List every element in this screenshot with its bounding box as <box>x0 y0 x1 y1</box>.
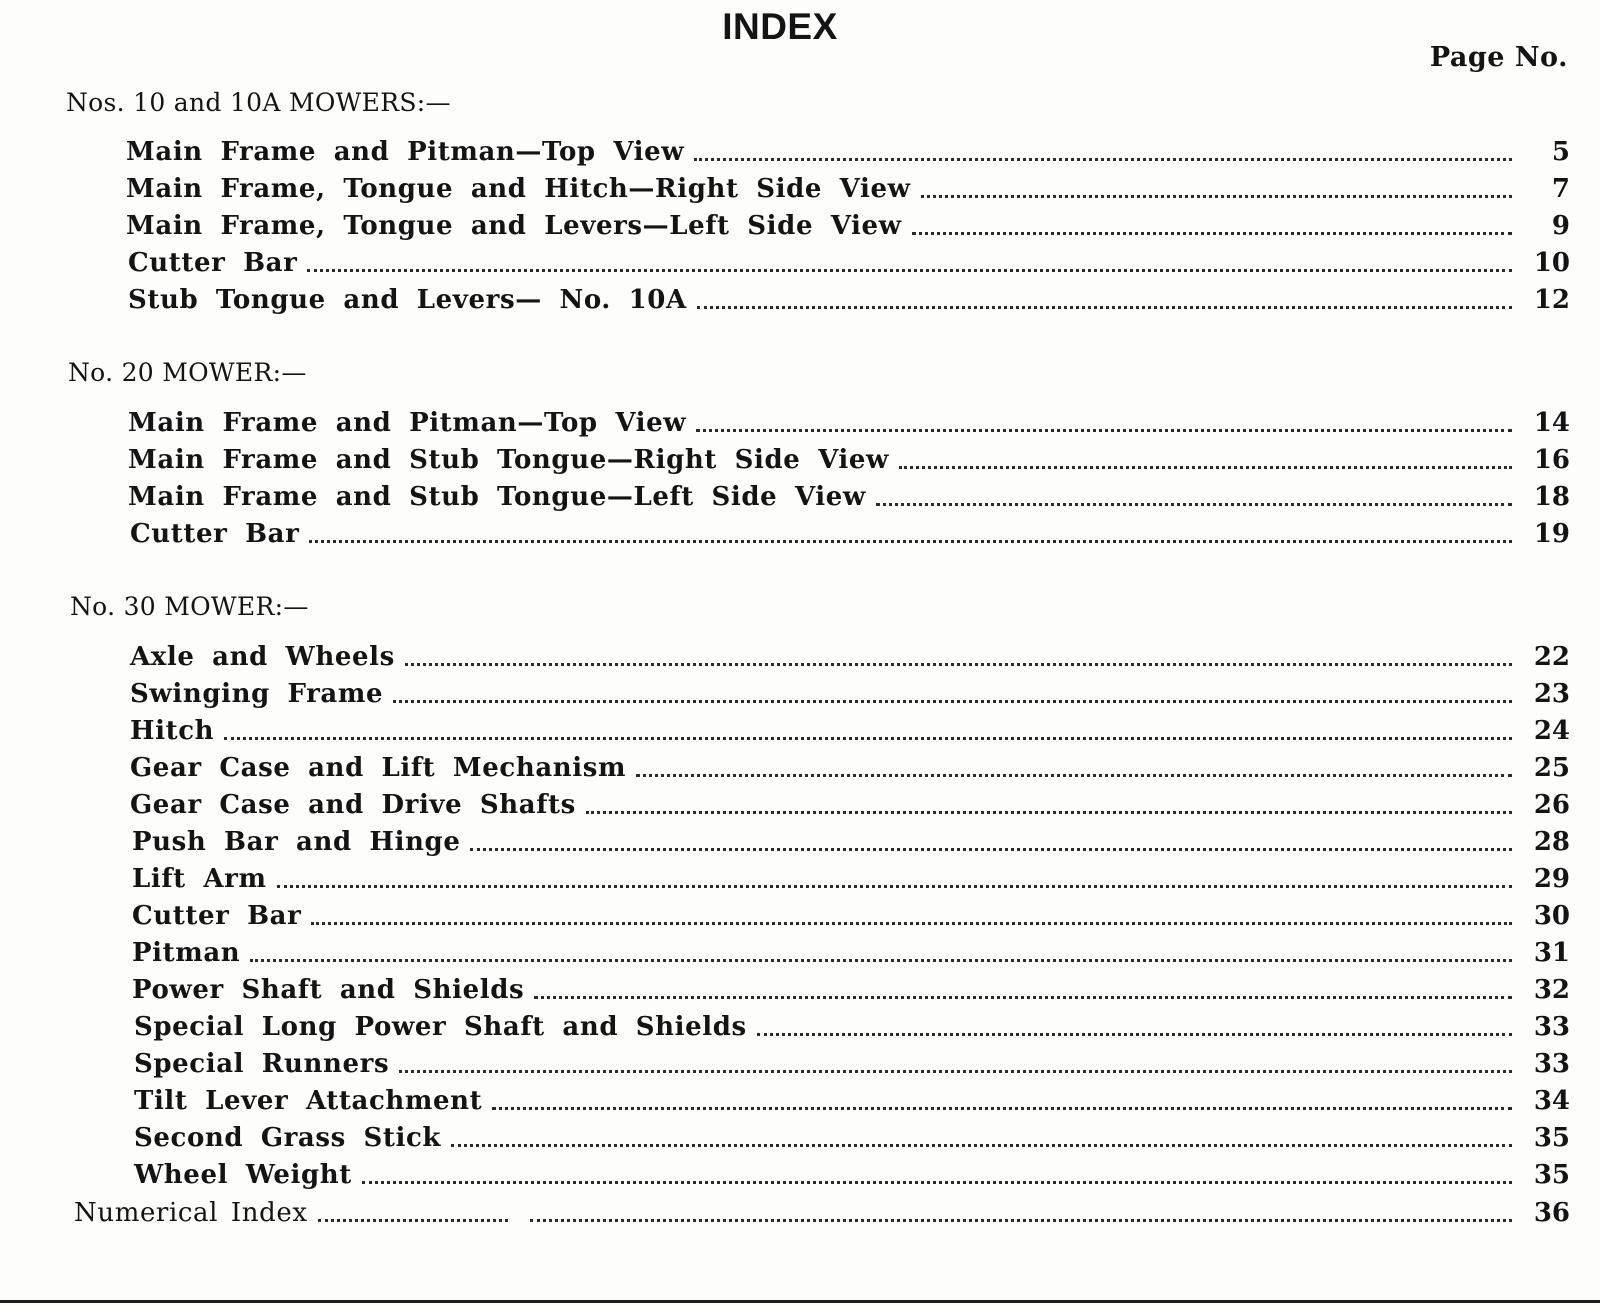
index-entry[interactable] <box>132 972 1570 1008</box>
dot-leader <box>451 1144 1512 1147</box>
entry-page-number: 23 <box>1533 679 1570 709</box>
entry-page-number: 22 <box>1533 642 1570 672</box>
section-heading-20: No. 20 MOWER:— <box>68 358 307 387</box>
dot-leader <box>393 700 1512 703</box>
index-entry[interactable] <box>132 861 1570 897</box>
entry-label: Second Grass Stick <box>134 1123 442 1153</box>
entry-page-number: 9 <box>1551 211 1570 241</box>
entry-label: Hitch <box>130 716 215 746</box>
index-entry-numerical-index[interactable] <box>74 1195 1570 1231</box>
entry-label: Main Frame and Pitman—Top View <box>128 408 687 438</box>
section-heading-10-10a: Nos. 10 and 10A MOWERS:— <box>66 88 451 117</box>
entry-page-number: 36 <box>1533 1198 1570 1228</box>
index-entry[interactable] <box>134 1157 1570 1193</box>
entry-label: Axle and Wheels <box>130 642 395 672</box>
dot-leader <box>912 232 1512 235</box>
entry-page-number: 35 <box>1533 1160 1570 1190</box>
dot-leader <box>696 429 1512 432</box>
dot-leader <box>534 996 1512 999</box>
index-entry[interactable] <box>132 824 1570 860</box>
dot-leader <box>899 466 1512 469</box>
dot-leader <box>694 158 1512 161</box>
dot-leader <box>757 1033 1512 1036</box>
entry-page-number: 33 <box>1533 1012 1570 1042</box>
entry-label: Gear Case and Drive Shafts <box>130 790 576 820</box>
entry-label: Swinging Frame <box>130 679 384 709</box>
entry-page-number: 26 <box>1533 790 1570 820</box>
index-entry[interactable] <box>134 1083 1570 1119</box>
index-entry[interactable] <box>130 713 1570 749</box>
dot-leader <box>530 1219 1512 1222</box>
entry-label: Cutter Bar <box>130 519 300 549</box>
dot-leader <box>250 959 1512 962</box>
index-entry[interactable] <box>128 245 1570 281</box>
dot-leader <box>697 306 1512 309</box>
entry-label: Lift Arm <box>132 864 267 894</box>
index-entry[interactable] <box>130 750 1570 786</box>
entry-label: Main Frame and Stub Tongue—Right Side View <box>128 445 890 475</box>
index-entry[interactable] <box>134 1046 1570 1082</box>
entry-page-number: 34 <box>1533 1086 1570 1116</box>
index-entry[interactable] <box>130 639 1570 675</box>
index-entry[interactable] <box>128 479 1570 515</box>
dot-leader <box>362 1181 1512 1184</box>
entry-page-number: 7 <box>1551 174 1570 204</box>
index-entry[interactable] <box>126 134 1570 170</box>
index-entry[interactable] <box>134 1120 1570 1156</box>
index-entry[interactable] <box>128 282 1570 318</box>
entry-label: Main Frame and Pitman—Top View <box>126 137 685 167</box>
entry-label: Cutter Bar <box>128 248 298 278</box>
index-entry[interactable] <box>132 898 1570 934</box>
index-entry[interactable] <box>126 208 1570 244</box>
dot-leader <box>307 269 1512 272</box>
entry-label: Main Frame, Tongue and Hitch—Right Side View <box>126 174 911 204</box>
dot-leader <box>876 503 1512 506</box>
index-entry[interactable] <box>130 787 1570 823</box>
entry-page-number: 29 <box>1533 864 1570 894</box>
entry-label: Gear Case and Lift Mechanism <box>130 753 627 783</box>
index-entry[interactable] <box>128 442 1570 478</box>
entry-page-number: 18 <box>1533 482 1570 512</box>
page-number-column-header: Page No. <box>1429 42 1568 73</box>
entry-page-number: 16 <box>1533 445 1570 475</box>
entry-label: Push Bar and Hinge <box>132 827 461 857</box>
dot-leader <box>224 737 1512 740</box>
entry-page-number: 5 <box>1551 137 1570 167</box>
entry-label: Tilt Lever Attachment <box>134 1086 483 1116</box>
entry-label: Special Long Power Shaft and Shields <box>134 1012 747 1042</box>
dot-leader <box>318 1219 508 1222</box>
dot-leader <box>399 1070 1512 1073</box>
bottom-border-line <box>0 1300 1600 1303</box>
dot-leader <box>311 922 1512 925</box>
index-entry[interactable] <box>126 171 1570 207</box>
dot-leader <box>277 885 1512 888</box>
index-entry[interactable] <box>130 516 1570 552</box>
entry-label: Special Runners <box>134 1049 390 1079</box>
index-entry[interactable] <box>134 1009 1570 1045</box>
index-entry[interactable] <box>128 405 1570 441</box>
entry-page-number: 24 <box>1533 716 1570 746</box>
entry-page-number: 30 <box>1533 901 1570 931</box>
page-title: INDEX <box>722 6 838 47</box>
dot-leader <box>470 848 1512 851</box>
index-entry[interactable] <box>132 935 1570 971</box>
entry-label: Cutter Bar <box>132 901 302 931</box>
dot-leader <box>309 540 1512 543</box>
entry-page-number: 19 <box>1533 519 1570 549</box>
entry-page-number: 28 <box>1533 827 1570 857</box>
entry-label: Main Frame, Tongue and Levers—Left Side View <box>126 211 902 241</box>
entry-label: Main Frame and Stub Tongue—Left Side View <box>128 482 866 512</box>
dot-leader <box>636 774 1512 777</box>
entry-label: Power Shaft and Shields <box>132 975 525 1005</box>
entry-page-number: 10 <box>1533 248 1570 278</box>
entry-page-number: 25 <box>1533 753 1570 783</box>
entry-page-number: 12 <box>1533 285 1570 315</box>
entry-page-number: 32 <box>1533 975 1570 1005</box>
dot-leader <box>492 1107 1512 1110</box>
entry-page-number: 33 <box>1533 1049 1570 1079</box>
entry-label: Stub Tongue and Levers— No. 10A <box>128 285 687 315</box>
entry-page-number: 31 <box>1533 938 1570 968</box>
section-heading-30: No. 30 MOWER:— <box>70 592 309 621</box>
entry-label: Numerical Index <box>74 1198 308 1228</box>
entry-label: Pitman <box>132 938 241 968</box>
dot-leader <box>921 195 1512 198</box>
dot-leader <box>586 811 1512 814</box>
dot-leader <box>405 663 1512 666</box>
entry-page-number: 35 <box>1533 1123 1570 1153</box>
entry-page-number: 14 <box>1533 408 1570 438</box>
entry-label: Wheel Weight <box>134 1160 352 1190</box>
index-entry[interactable] <box>130 676 1570 712</box>
